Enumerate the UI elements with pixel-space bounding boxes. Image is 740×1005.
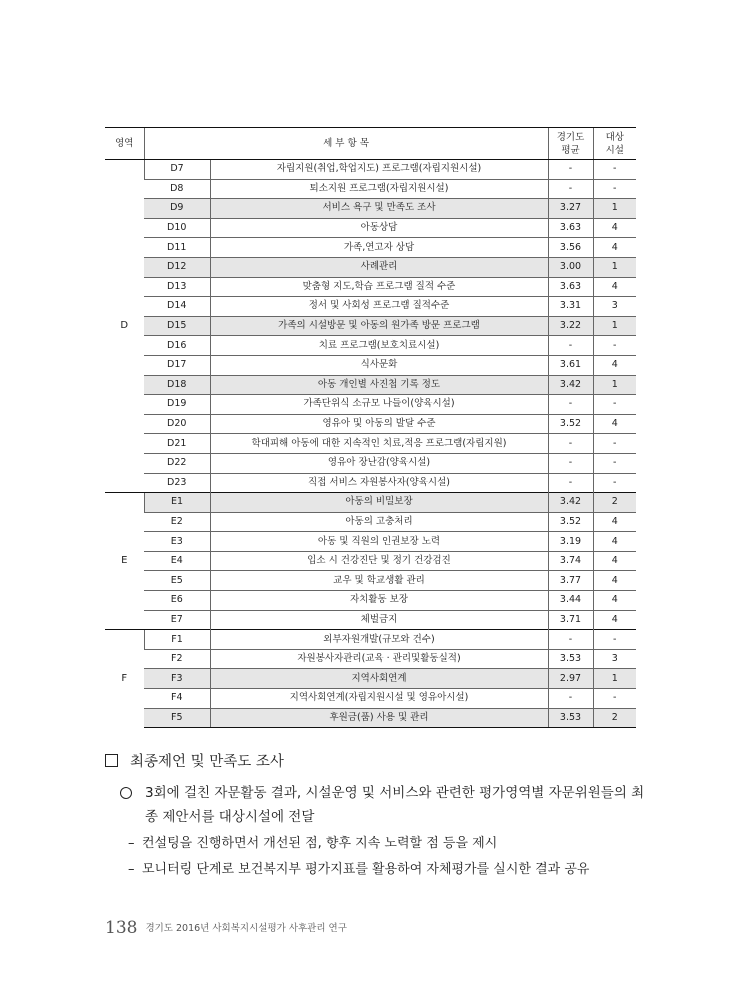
item-cell: 교우 및 학교생활 관리 [210, 571, 548, 591]
item-cell: 외부자원개발(규모와 건수) [210, 630, 548, 650]
table-header-row [105, 128, 636, 160]
code-cell: D15 [144, 316, 210, 336]
table-row [105, 375, 636, 395]
average-cell: 3.71 [548, 610, 593, 630]
code-cell: D23 [144, 473, 210, 493]
count-cell: - [593, 630, 636, 650]
item-cell: 입소 시 건강진단 및 정기 건강검진 [210, 551, 548, 571]
code-cell: F2 [144, 649, 210, 669]
count-cell: 1 [593, 375, 636, 395]
table-row [105, 708, 636, 728]
item-cell: 가족의 시설방문 및 아동의 원가족 방문 프로그램 [210, 316, 548, 336]
average-cell: - [548, 453, 593, 473]
item-cell: 가족단위식 소규모 나들이(양육시설) [210, 395, 548, 415]
average-cell: - [548, 473, 593, 493]
code-cell: D17 [144, 355, 210, 375]
page-footer [105, 918, 347, 938]
code-cell: D11 [144, 238, 210, 258]
table-row [105, 689, 636, 709]
code-cell: D10 [144, 218, 210, 238]
average-cell: 3.19 [548, 532, 593, 552]
code-cell: D7 [144, 160, 210, 180]
section-heading-text: 최종제언 및 만족도 조사 [130, 754, 284, 770]
item-cell: 지역사회연계 [210, 669, 548, 689]
code-cell: D21 [144, 434, 210, 454]
average-cell: 3.22 [548, 316, 593, 336]
code-cell: D18 [144, 375, 210, 395]
table-row [105, 571, 636, 591]
table-row [105, 591, 636, 611]
code-cell: E1 [144, 493, 210, 513]
table-row [105, 414, 636, 434]
count-cell: - [593, 336, 636, 356]
count-cell: 3 [593, 649, 636, 669]
count-cell: - [593, 473, 636, 493]
average-cell: - [548, 395, 593, 415]
item-cell: 아동의 고충처리 [210, 512, 548, 532]
item-cell: 학대피해 아동에 대한 지속적인 치료,적응 프로그램(자립지원) [210, 434, 548, 454]
area-cell: F [105, 630, 144, 728]
table-row [105, 199, 636, 219]
circle-bullet-item [120, 781, 650, 829]
table-row [105, 179, 636, 199]
item-cell: 자립지원(취업,학업지도) 프로그램(자립지원시설) [210, 160, 548, 180]
code-cell: D19 [144, 395, 210, 415]
count-cell: 4 [593, 414, 636, 434]
footer-title: 경기도 2016년 사회복지시설평가 사후관리 연구 [145, 923, 347, 934]
average-cell: - [548, 160, 593, 180]
count-cell: - [593, 453, 636, 473]
average-cell: 3.52 [548, 414, 593, 434]
code-cell: D8 [144, 179, 210, 199]
table-row [105, 473, 636, 493]
table-row [105, 277, 636, 297]
average-cell: 3.53 [548, 649, 593, 669]
table-row [105, 610, 636, 630]
table-row [105, 669, 636, 689]
area-cell: E [105, 493, 144, 630]
item-cell: 가족,연고자 상담 [210, 238, 548, 258]
average-cell: 3.52 [548, 512, 593, 532]
count-cell: 1 [593, 199, 636, 219]
code-cell: E5 [144, 571, 210, 591]
circle-bullet-text: 3회에 걸친 자문활동 결과, 시설운영 및 서비스와 관련한 평가영역별 자문위원들의 최종 제안서를 대상시설에 전달 [145, 785, 645, 825]
average-cell: - [548, 689, 593, 709]
count-cell: - [593, 434, 636, 454]
count-cell: 3 [593, 297, 636, 317]
item-cell: 후원금(품) 사용 및 관리 [210, 708, 548, 728]
dash-item [128, 832, 497, 851]
header-target-facilities: 대상 시설 [593, 128, 636, 160]
code-cell: F4 [144, 689, 210, 709]
table-row [105, 512, 636, 532]
code-cell: F1 [144, 630, 210, 650]
code-cell: D12 [144, 257, 210, 277]
table-row [105, 238, 636, 258]
count-cell: 2 [593, 493, 636, 513]
item-cell: 지역사회연계(자립지원시설 및 영유아시설) [210, 689, 548, 709]
section-heading [105, 750, 284, 771]
item-cell: 영유아 및 아동의 발달 수준 [210, 414, 548, 434]
average-cell: 3.74 [548, 551, 593, 571]
item-cell: 맞춤형 지도,학습 프로그램 질적 수준 [210, 277, 548, 297]
dash-item [128, 858, 589, 877]
average-cell: - [548, 434, 593, 454]
count-cell: - [593, 395, 636, 415]
average-cell: 3.27 [548, 199, 593, 219]
circle-bullet-icon [120, 787, 132, 799]
code-cell: E7 [144, 610, 210, 630]
item-cell: 아동 및 직원의 인권보장 노력 [210, 532, 548, 552]
page-number: 138 [105, 918, 138, 938]
count-cell: 4 [593, 551, 636, 571]
count-cell: 2 [593, 708, 636, 728]
count-cell: 4 [593, 571, 636, 591]
code-cell: E6 [144, 591, 210, 611]
count-cell: 4 [593, 610, 636, 630]
table-row [105, 257, 636, 277]
average-cell: - [548, 336, 593, 356]
count-cell: 4 [593, 532, 636, 552]
table-row [105, 355, 636, 375]
item-cell: 정서 및 사회성 프로그램 질적수준 [210, 297, 548, 317]
item-cell: 직접 서비스 자원봉사자(양육시설) [210, 473, 548, 493]
count-cell: - [593, 689, 636, 709]
code-cell: D13 [144, 277, 210, 297]
code-cell: F5 [144, 708, 210, 728]
table-row [105, 493, 636, 513]
table-row [105, 297, 636, 317]
count-cell: 4 [593, 512, 636, 532]
item-cell: 치료 프로그램(보호치료시설) [210, 336, 548, 356]
count-cell: 4 [593, 277, 636, 297]
header-area: 영역 [105, 128, 144, 160]
table-row [105, 336, 636, 356]
table-row [105, 316, 636, 336]
table-row [105, 649, 636, 669]
code-cell: E2 [144, 512, 210, 532]
count-cell: 4 [593, 591, 636, 611]
table-row [105, 218, 636, 238]
average-cell: 3.42 [548, 375, 593, 395]
dash-icon: – [128, 862, 135, 877]
average-cell: 3.53 [548, 708, 593, 728]
area-cell: D [105, 160, 144, 493]
average-cell: 3.77 [548, 571, 593, 591]
average-cell: 3.00 [548, 257, 593, 277]
code-cell: E4 [144, 551, 210, 571]
code-cell: D16 [144, 336, 210, 356]
table-row [105, 160, 636, 180]
dash-item-text: 컨설팅을 진행하면서 개선된 점, 향후 지속 노력할 점 등을 제시 [142, 836, 498, 851]
table-row [105, 395, 636, 415]
code-cell: D20 [144, 414, 210, 434]
table-row [105, 434, 636, 454]
item-cell: 영유아 장난감(양육시설) [210, 453, 548, 473]
dash-icon: – [128, 836, 135, 851]
average-cell: 3.56 [548, 238, 593, 258]
item-cell: 사례관리 [210, 257, 548, 277]
square-bullet-icon [105, 754, 118, 767]
count-cell: 1 [593, 316, 636, 336]
average-cell: 3.63 [548, 277, 593, 297]
item-cell: 자원봉사자관리(교육 · 관리및활동실적) [210, 649, 548, 669]
average-cell: 2.97 [548, 669, 593, 689]
count-cell: 4 [593, 238, 636, 258]
average-cell: - [548, 630, 593, 650]
code-cell: D22 [144, 453, 210, 473]
item-cell: 아동의 비밀보장 [210, 493, 548, 513]
count-cell: - [593, 179, 636, 199]
table-row [105, 630, 636, 650]
code-cell: F3 [144, 669, 210, 689]
table-row [105, 551, 636, 571]
code-cell: D14 [144, 297, 210, 317]
count-cell: 4 [593, 218, 636, 238]
table-row [105, 532, 636, 552]
header-gyeonggi-average: 경기도 평균 [548, 128, 593, 160]
item-cell: 식사문화 [210, 355, 548, 375]
item-cell: 자치활동 보장 [210, 591, 548, 611]
item-cell: 서비스 욕구 및 만족도 조사 [210, 199, 548, 219]
average-cell: 3.42 [548, 493, 593, 513]
header-detail-items: 세 부 항 목 [144, 128, 548, 160]
count-cell: 1 [593, 669, 636, 689]
count-cell: - [593, 160, 636, 180]
item-cell: 아동상담 [210, 218, 548, 238]
average-cell: 3.61 [548, 355, 593, 375]
count-cell: 4 [593, 355, 636, 375]
average-cell: 3.31 [548, 297, 593, 317]
item-cell: 체벌금지 [210, 610, 548, 630]
dash-item-text: 모니터링 단계로 보건복지부 평가지표를 활용하여 자체평가를 실시한 결과 공유 [142, 862, 590, 877]
table-row [105, 453, 636, 473]
average-cell: 3.44 [548, 591, 593, 611]
count-cell: 1 [593, 257, 636, 277]
code-cell: D9 [144, 199, 210, 219]
item-cell: 퇴소지원 프로그램(자립지원시설) [210, 179, 548, 199]
item-cell: 아동 개인별 사진첩 기록 정도 [210, 375, 548, 395]
average-cell: 3.63 [548, 218, 593, 238]
evaluation-items-table [105, 127, 636, 728]
average-cell: - [548, 179, 593, 199]
code-cell: E3 [144, 532, 210, 552]
